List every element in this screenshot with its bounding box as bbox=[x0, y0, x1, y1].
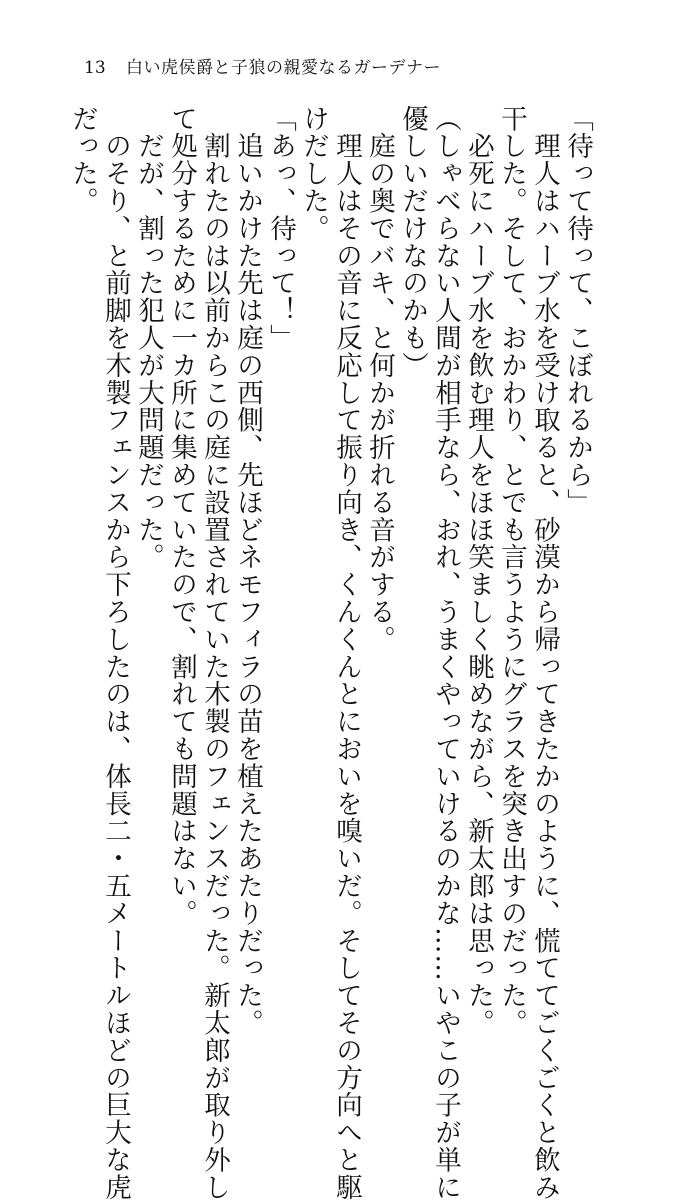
text-line: 優しいだけなのかも） bbox=[397, 105, 428, 379]
text-line: て処分するために一カ所に集めていたので、割れても問題はない。 bbox=[166, 105, 197, 927]
text-line: 「あっ、待って！」 bbox=[265, 105, 296, 352]
vertical-body-text bbox=[67, 105, 594, 1201]
text-line: だが、割った犯人が大問題だった。 bbox=[133, 105, 164, 571]
running-title: 白い虎侯爵と子狼の親愛なるガーデナー bbox=[126, 58, 441, 78]
text-line: （しゃべらない人間が相手なら、おれ、うまくやっていけるのかな……いやこの子が単に bbox=[430, 105, 461, 1201]
text-line: 必死にハーブ水を飲む理人をほほ笑ましく眺めながら、新太郎は思った。 bbox=[463, 105, 494, 1037]
page-header bbox=[0, 54, 697, 82]
text-line: のそり、と前脚を木製フェンスから下ろしたのは、体長二・五メートルほどの巨大な虎 bbox=[100, 105, 131, 1201]
text-line: けだした。 bbox=[298, 105, 329, 242]
text-line: だった。 bbox=[67, 105, 98, 215]
text-line: 理人はハーブ水を受け取ると、砂漠から帰ってきたかのように、慌ててごくごくと飲み bbox=[529, 105, 560, 1201]
text-line: 追いかけた先は庭の西側、先ほどネモフィラの苗を植えたあたりだった。 bbox=[232, 105, 263, 1037]
text-line: 干した。そして、おかわり、とでも言うようにグラスを突き出すのだった。 bbox=[496, 105, 527, 1037]
text-line: 割れたのは以前からこの庭に設置されていた木製のフェンスだった。新太郎が取り外し bbox=[199, 105, 230, 1201]
text-line: 理人はその音に反応して振り向き、くんくんとにおいを嗅いだ。そしてその方向へと駆 bbox=[331, 105, 362, 1201]
text-line: 「待って待って、こぼれるから」 bbox=[562, 105, 593, 516]
text-line: 庭の奥でバキ、と何かが折れる音がする。 bbox=[364, 105, 395, 653]
page-number: 13 bbox=[84, 58, 106, 78]
